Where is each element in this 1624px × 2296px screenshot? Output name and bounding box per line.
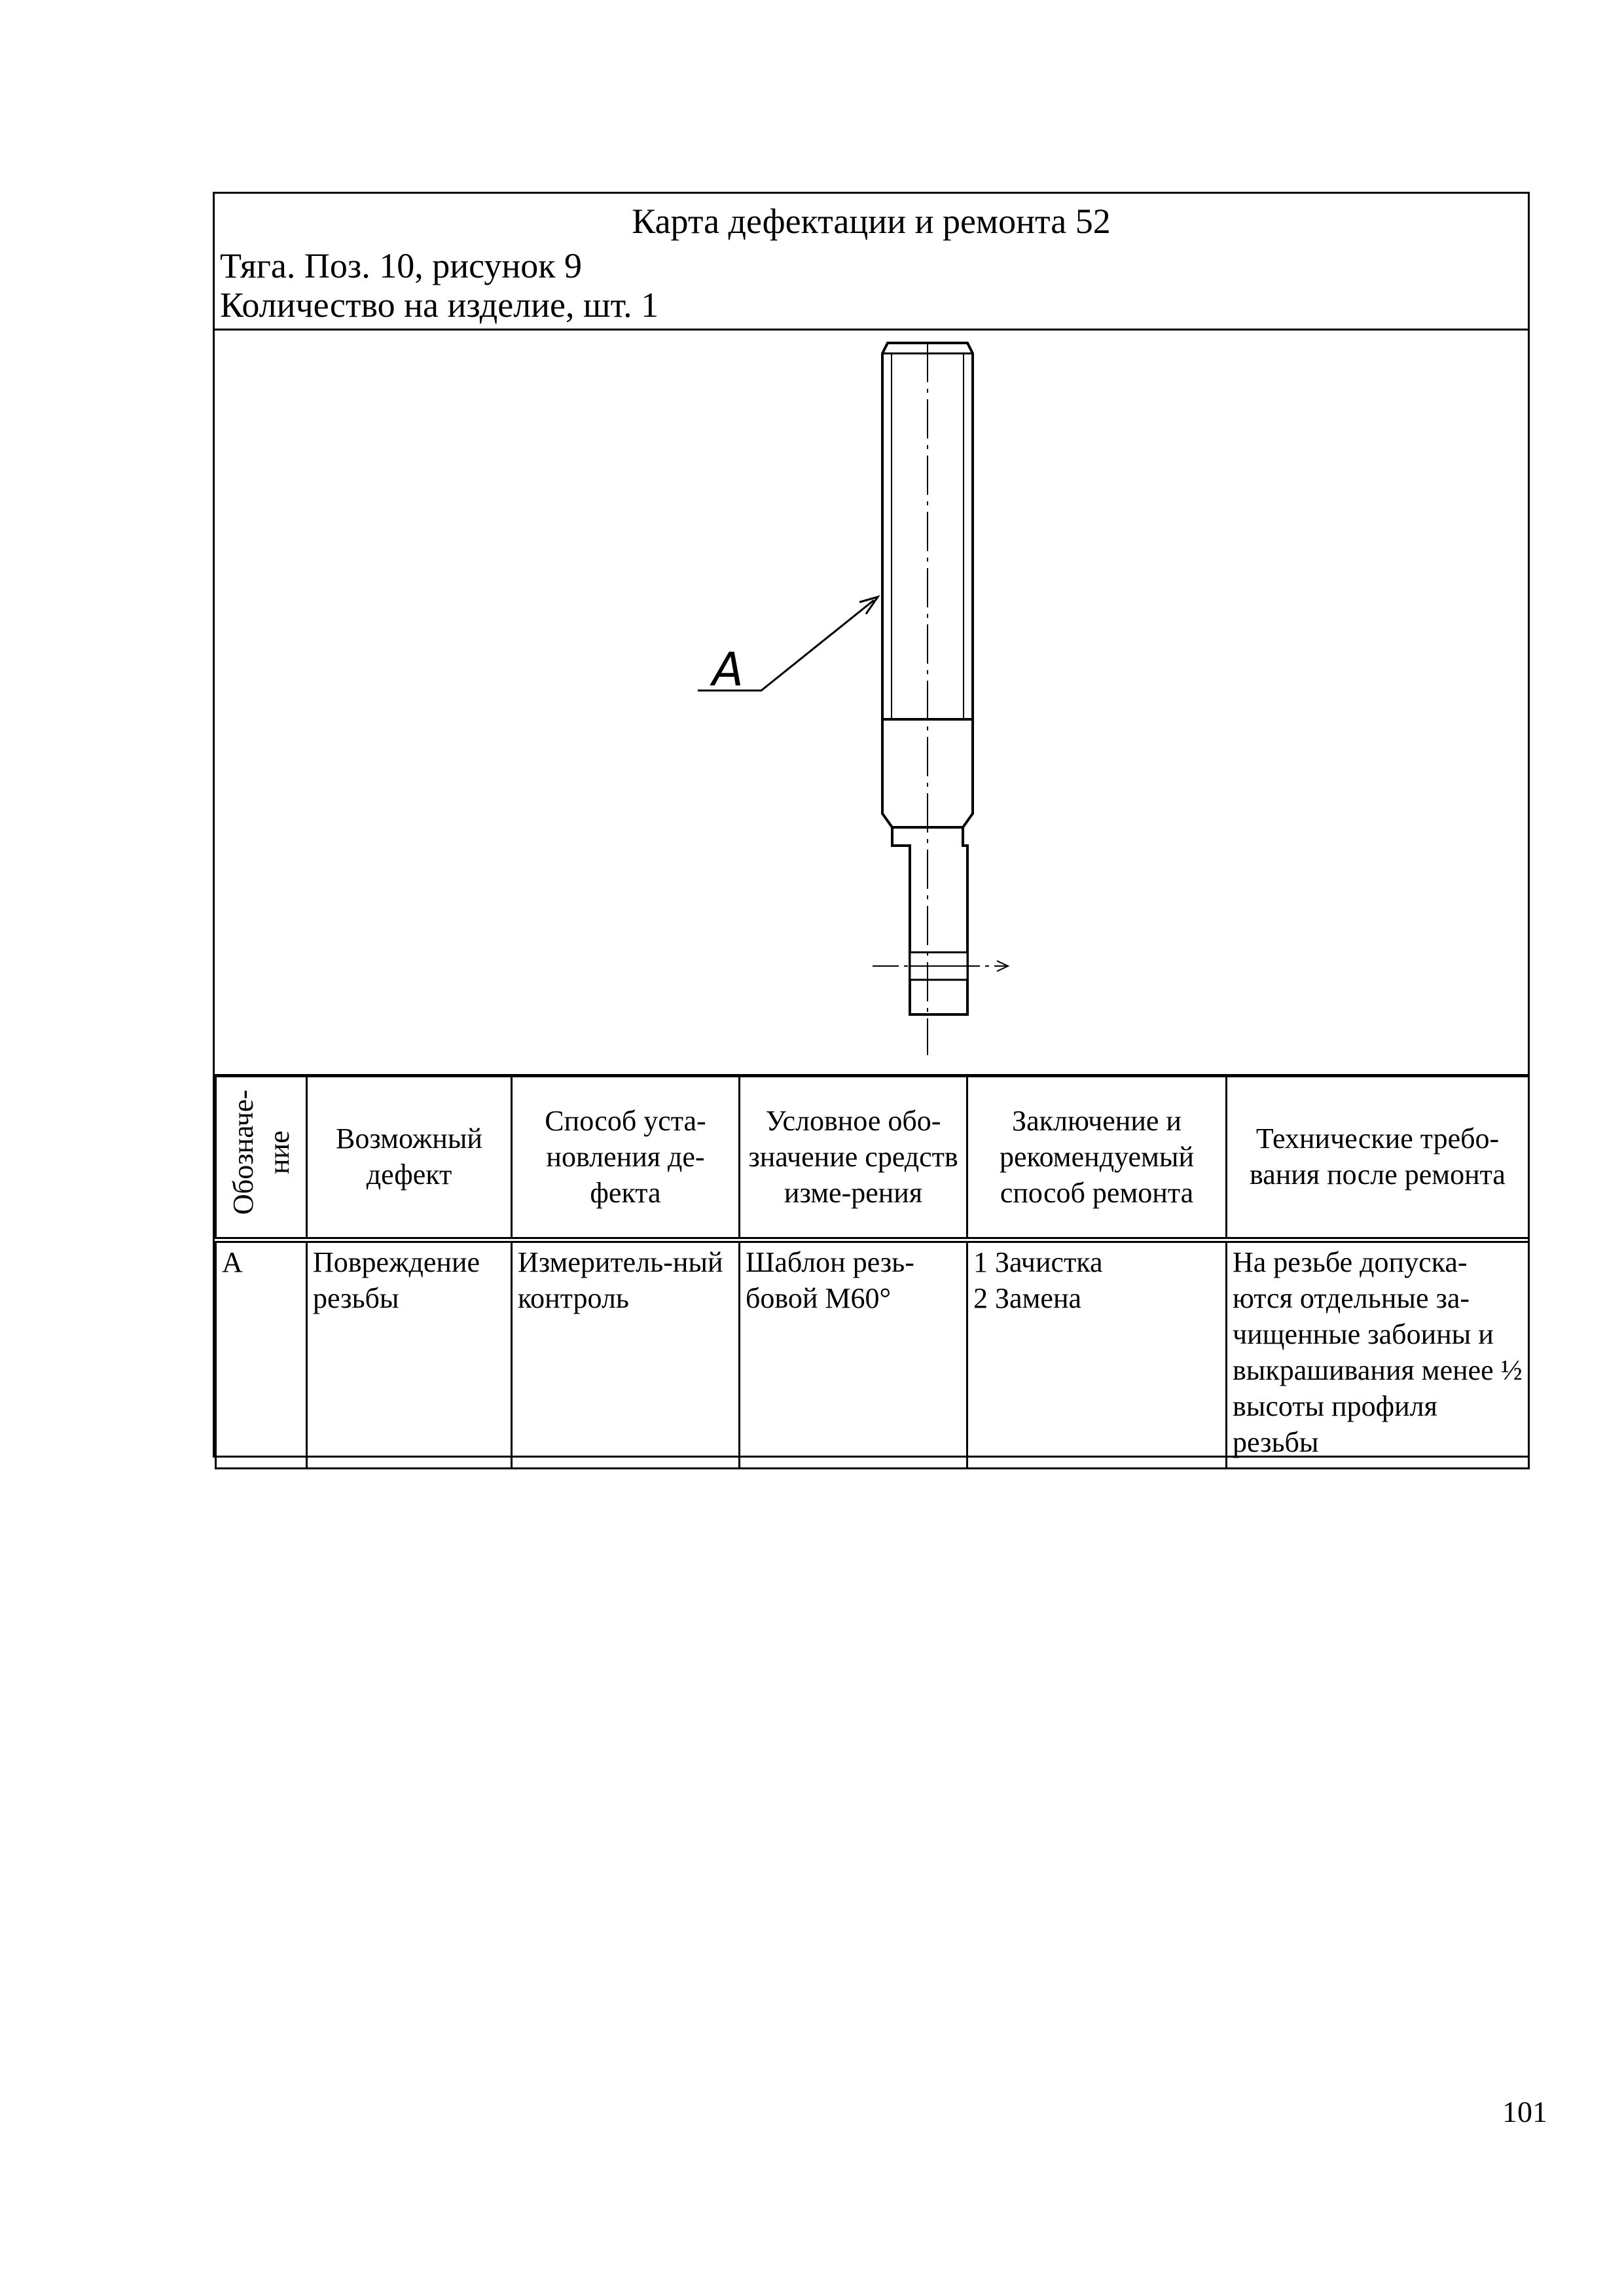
conclusion-item-1: 1 Зачистка: [973, 1246, 1103, 1278]
part-designation: Тяга. Поз. 10, рисунок 9: [220, 246, 582, 285]
card-title: Карта дефектации и ремонта 52: [632, 202, 1111, 241]
page-number: 101: [1502, 2095, 1547, 2128]
cell-defect: Повреждение резьбы: [307, 1240, 512, 1469]
header-designation: Обозначе-ние: [216, 1075, 307, 1240]
callout-label: A: [712, 643, 744, 696]
table-header-row: [216, 1075, 1529, 1240]
defect-table: [215, 1074, 1530, 1469]
shank-hatch: [892, 827, 967, 1014]
defect-card: [213, 192, 1530, 1458]
cell-conclusion: [967, 1240, 1227, 1469]
cell-designation: А: [216, 1240, 307, 1469]
header-tools: Условное обо-значение средств изме-рения: [740, 1075, 967, 1240]
part-drawing: [215, 329, 1528, 1077]
quantity-line: Количество на изделие, шт. 1: [220, 285, 659, 325]
shank-outline: [892, 827, 967, 1014]
header-method: Способ уста-новления де-фекта: [512, 1075, 740, 1240]
header-requirements: Технические требо-вания после ремонта: [1227, 1075, 1529, 1240]
rod-drawing: [215, 329, 1528, 1075]
cell-method: Измеритель-ный контроль: [512, 1240, 740, 1469]
table-row: [216, 1240, 1529, 1469]
header-defect: Возможный дефект: [307, 1075, 512, 1240]
card-header: [215, 194, 1528, 331]
cell-tools: Шаблон резь-бовой М60°: [740, 1240, 967, 1469]
cell-requirements: На резьбе допуска-ются отдельные за-чищенные забоины и выкрашивания менее ½ высоты профиля резьбы: [1227, 1240, 1529, 1469]
header-conclusion: Заключение и рекомендуемый способ ремонта: [967, 1075, 1227, 1240]
conclusion-item-2: 2 Замена: [973, 1282, 1082, 1314]
